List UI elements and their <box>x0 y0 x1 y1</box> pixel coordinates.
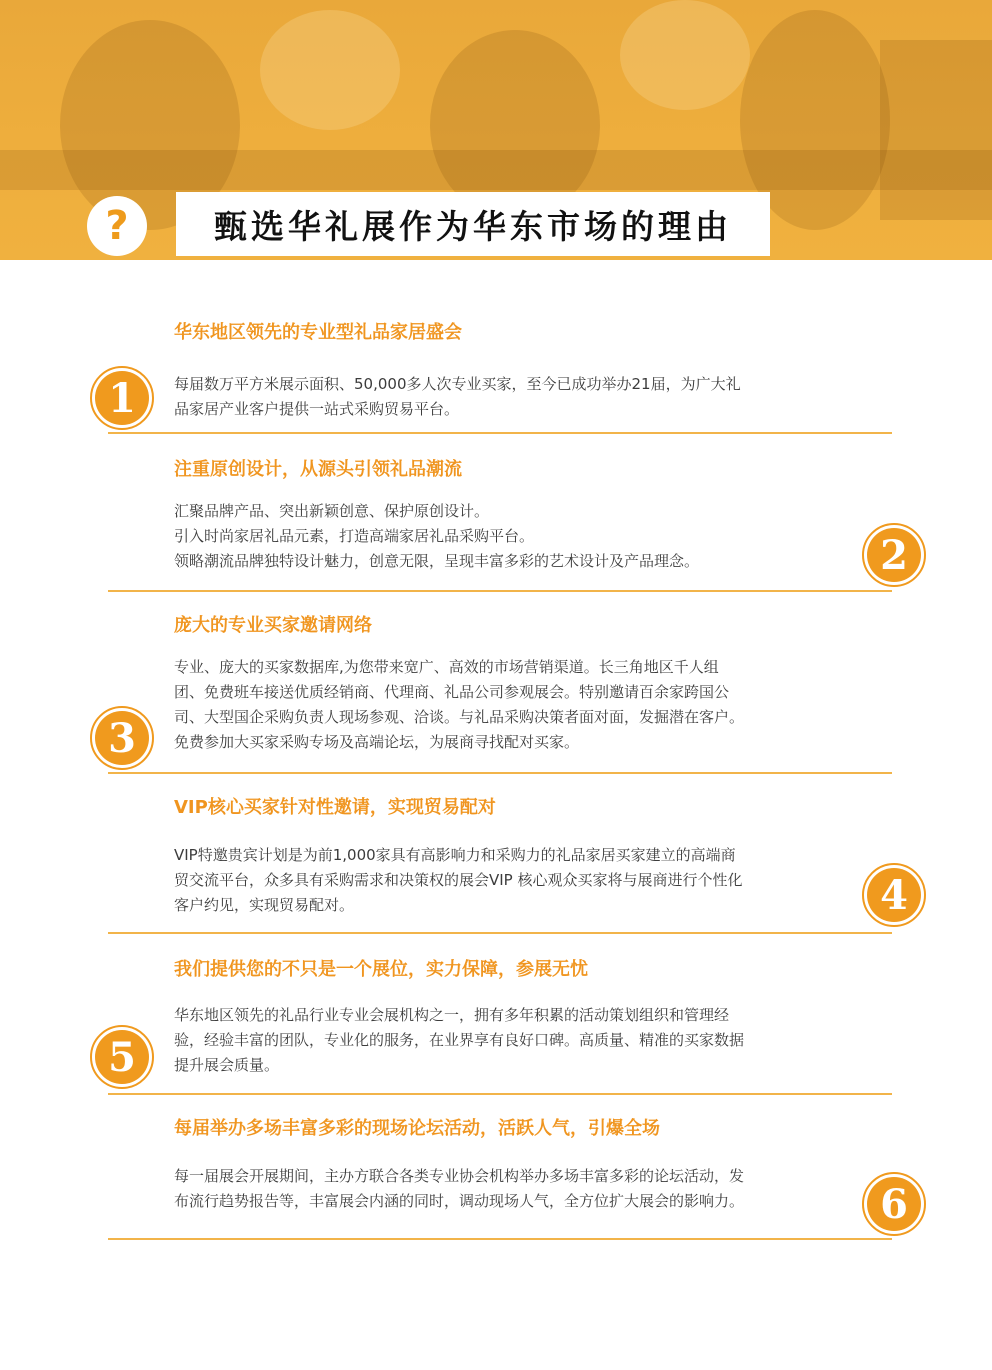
number-3-icon <box>90 706 154 770</box>
section-body <box>174 372 866 422</box>
section-body <box>174 499 866 574</box>
section-body <box>174 1003 866 1078</box>
number-5-icon <box>90 1025 154 1089</box>
body-line: VIP特邀贵宾计划是为前1,000家具有高影响力和采购力的礼品家居买家建立的高端商 <box>174 846 736 864</box>
body-line: 司、大型国企采购负责人现场参观、洽谈。与礼品采购决策者面对面，发掘潜在客户。 <box>174 708 745 726</box>
reason-section-3 <box>108 611 892 776</box>
body-line: 每一届展会开展期间，主办方联合各类专业协会机构举办多场丰富多彩的论坛活动，发 <box>174 1167 745 1185</box>
body-line: 布流行趋势报告等，丰富展会内涵的同时，调动现场人气，全方位扩大展会的影响力。 <box>174 1192 745 1210</box>
number-badge: 5 <box>95 1030 149 1084</box>
section-body <box>174 655 866 755</box>
banner-photo-figure <box>620 0 750 110</box>
body-line: 贸交流平台，众多具有采购需求和决策权的展会VIP 核心观众买家将与展商进行个性化 <box>174 871 743 889</box>
section-body <box>174 1164 866 1214</box>
body-line: 汇聚品牌产品、突出新颖创意、保护原创设计。 <box>174 502 490 520</box>
section-body <box>174 843 866 918</box>
number-badge: 3 <box>95 711 149 765</box>
body-line: 免费参加大买家采购专场及高端论坛，为展商寻找配对买家。 <box>174 733 580 751</box>
banner-photo-figure <box>260 10 400 130</box>
section-divider <box>108 432 892 434</box>
body-line: 团、免费班车接送优质经销商、代理商、礼品公司参观展会。特别邀请百余家跨国公 <box>174 683 730 701</box>
body-line: 验，经验丰富的团队，专业化的服务，在业界享有良好口碑。高质量、精准的买家数据 <box>174 1031 745 1049</box>
banner-photo-table <box>0 150 992 190</box>
body-line: 引入时尚家居礼品元素，打造高端家居礼品采购平台。 <box>174 527 535 545</box>
number-1-icon <box>90 366 154 430</box>
section-divider <box>108 1093 892 1095</box>
section-divider <box>108 590 892 592</box>
reason-section-6 <box>108 1114 908 1244</box>
section-heading: 注重原创设计，从源头引领礼品潮流 <box>174 459 462 480</box>
body-line: 提升展会质量。 <box>174 1056 280 1074</box>
section-heading: 我们提供您的不只是一个展位，实力保障，参展无忧 <box>174 959 588 980</box>
section-heading: VIP核心买家针对性邀请，实现贸易配对 <box>174 797 496 818</box>
section-divider <box>108 772 892 774</box>
body-line: 客户约见，实现贸易配对。 <box>174 896 355 914</box>
title-box <box>176 192 770 256</box>
reason-section-5 <box>108 955 892 1100</box>
reason-section-4 <box>108 793 908 938</box>
body-line: 领略潮流品牌独特设计魅力，创意无限，呈现丰富多彩的艺术设计及产品理念。 <box>174 552 700 570</box>
section-heading: 华东地区领先的专业型礼品家居盛会 <box>174 322 462 343</box>
page-title: 甄选华礼展作为华东市场的理由 <box>214 206 732 246</box>
body-line: 品家居产业客户提供一站式采购贸易平台。 <box>174 400 460 418</box>
number-badge: 6 <box>867 1177 921 1231</box>
number-4-icon <box>862 863 926 927</box>
question-icon <box>87 196 147 256</box>
section-divider <box>108 932 892 934</box>
number-2-icon <box>862 523 926 587</box>
number-badge: 1 <box>95 371 149 425</box>
question-mark: ? <box>105 203 129 249</box>
section-heading: 每届举办多场丰富多彩的现场论坛活动，活跃人气，引爆全场 <box>174 1118 660 1139</box>
number-badge: 4 <box>867 868 921 922</box>
body-line: 华东地区领先的礼品行业专业会展机构之一，拥有多年积累的活动策划组织和管理经 <box>174 1006 730 1024</box>
body-line: 每届数万平方米展示面积、50,000多人次专业买家，至今已成功举办21届，为广大礼 <box>174 375 741 393</box>
section-divider <box>108 1238 892 1240</box>
reason-section-1 <box>108 318 892 438</box>
number-badge: 2 <box>867 528 921 582</box>
section-heading: 庞大的专业买家邀请网络 <box>174 615 372 636</box>
body-line: 专业、庞大的买家数据库,为您带来宽广、高效的市场营销渠道。长三角地区千人组 <box>174 658 719 676</box>
reason-section-2 <box>108 455 908 595</box>
number-6-icon <box>862 1172 926 1236</box>
banner-photo-shelf <box>880 40 992 220</box>
header-banner <box>0 0 992 260</box>
